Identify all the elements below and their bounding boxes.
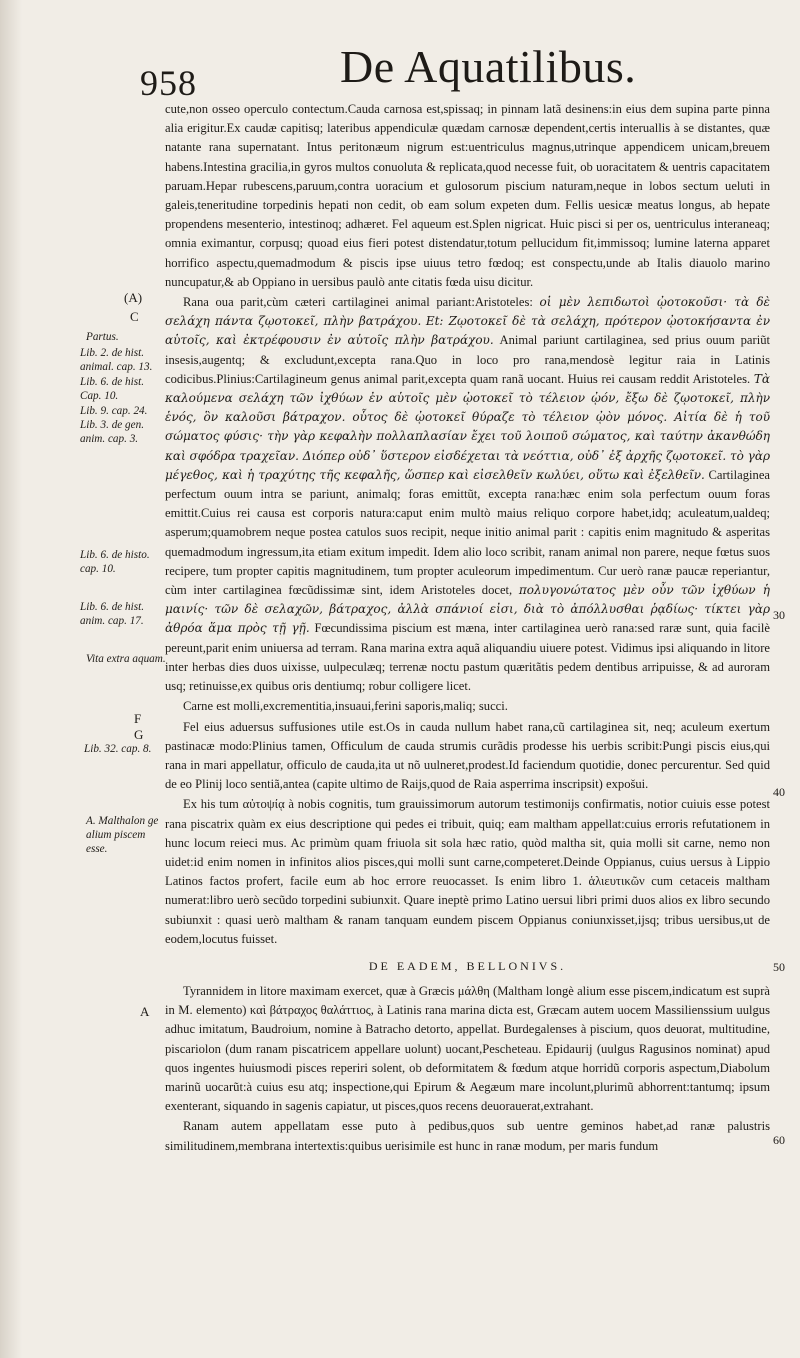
text-run: Animal pariunt cartilaginea, sed prius ouum pariũt insesis,augentq; & excludunt,excepta rana.Quo in loco pro rana,mendosè legitur raia in Latinis codicibus.Plinius:Cartilagineum genus animal parit,excepta quam ranã uocant. Huius rei causam reddit Aristoteles. (165, 333, 770, 386)
paragraph-ranam: Ranam autem appellatam esse puto à pedibus,quos sub uentre geminos habet,ad ranæ palustris similitudinem,membrana intertextis:quibus uerisimile est hunc in ranæ modum, per maris fundum (165, 1119, 770, 1153)
page-gutter-shadow (0, 0, 22, 1358)
margin-note-lib32: Lib. 32. cap. 8. (84, 743, 152, 755)
margin-note-lib6a: Lib. 6. de hist. Cap. 10. (80, 376, 145, 402)
margin-marker-f: F (134, 711, 142, 726)
line-number-50: 50 (773, 960, 785, 974)
greek-quote-1b: Et: Ζῳοτοκεῖ δὲ τὰ σελάχη, πρότερον ᾠοτοκήσαντα ἐν αὑτοῖς, καὶ ἐκτρέφουσιν ἐν αὑτοῖς πλὴν βατράχου. (165, 314, 770, 348)
text-run: Rana oua parit,cùm cæteri cartilaginei animal pariant:Aristoteles: (183, 295, 533, 310)
greek-quote-2: Τὰ καλούμενα σελάχη τῶν ἰχθύων ἐν αὑτοῖς μὲν ᾠοτοκεῖ τὸ τέλειον ᾠόν, ἔξω δὲ ζῳοτοκεῖ, πλὴν ἑνός, ὃν καλοῦσι βάτραχον. οὗτος δὲ ᾠοτοκεῖ θύραζε τὸ τέλειον ᾠὸν μόνος. Αἰτία δὲ ἡ τοῦ σώματος φύσις· τὴν γὰρ κεφαλὴν πολλαπλασίαν ἔχει τοῦ λοιποῦ σώματος, καὶ ταύτην ἀκανθώδη καὶ σφόδρα τραχεῖαν. Διόπερ οὐδ᾽ ὕστερον εἰσδέχεται τὰ νεόττια, οὐδ᾽ ἐξ ἀρχῆς ζῳοτοκεῖ. τὸ γὰρ μέγεθος, καὶ ἡ τραχύτης τῆς κεφαλῆς, ὥσπερ καὶ εἰσελθεῖν κωλύει, οὕτω καὶ ἐξελθεῖν. (165, 371, 770, 482)
greek-quote-1: οἱ μὲν λεπιδωτοὶ ᾠοτοκοῦσι· τὰ δὲ σελάχη πάντα ζῳοτοκεῖ, πλὴν βατράχου. (165, 295, 770, 329)
section-heading-bellonius: DE EADEM, BELLONIVS. (368, 958, 567, 973)
paragraph-tyrannidem: Tyrannidem in litore maximam exercet, quæ à Græcis μάλθη (Maltham longè alium esse piscem,indicatum est suprà in M. elemento) καὶ βάτραχος θαλάττιος, à Latinis rana marina dicta est, Græcam autem uocem Massilienssium uulgus adhuc imitatum, Baudroium, nomine à Batracho detorto, appellat. Burdegalenses à piscium, quos deuorat, multitudine, piscariolon (dum ranam piscatricem appellare uolunt) uocant,Pescheteau. Epidaurij (uulgus Ragusinos nominat) apud quos ingentes huiusmodi pisces reperiri solent, ob deformitatem & fœdum atque horridũ corporis aspectum,Diabolum marinũ uocarũt:à cuius esu atq; inspectione,qui Epirum & Aegæum mare incolunt,plurimũ abhorrent:tantumq; ipsum exenterant, siquando in sagenis capiatur, ut pisces,quos recens deuorauerat,extrahant. (165, 983, 770, 1114)
paragraph-description: cute,non osseo operculo contectum.Cauda carnosa est,spissaq; in pinnam latã desinens:in eius dem supina parte pinna alia erigitur.Ex caudæ capitisq; lateribus appendiculæ quædam carnosæ dependent,certis interuallis à se distantes, quæ natante rana supernatant. Intus peritonæum nigrum est:uentriculus magnus,utrinque appendicem unicam,breuem habens.Intestina gracilia,in gyros multos conuoluta & replicata,quod necesse fuit, ob uoracitatem & uentris capacitatem paruam.Hepar rubescens,paruum,contra uoracium et gulosorum piscium naturam,neque in lobos sectum ueluti in galeis,teneritudine torpedinis hepati non cedit, ob eam solum expeten dum. Fellis uesicæ meatus longus, ab hepate propendens mesenterio, intestinoq; adhæret. Fel aqueum est.Splen nigricat. Huic pisci si per os, uentriculus interaneaq; omnia eximantur, corpusq; quoad eius fieri potest distendatur,totum pellucidum fit,immissoq; lumine laterna apparet horrifico aspectu,quemadmodum & piscis ipse uiuus tetro fœdoq; est conspectu,unde ab Italis diauolo marino nuncupatur,& ab Oppiano in uersibus paulò ante citatis fœda uisu dicitur. (165, 102, 770, 289)
page-header (140, 40, 760, 103)
line-number-40: 40 (773, 785, 785, 799)
paragraph-gall: Fel eius aduersus suffusiones utile est.Os in cauda nullum habet rana,cũ cartilaginea sit, neq; aculeum exertum pastinacæ modo:Plinius tamen, Officulum de cauda strumis curãdis prodesse his uerbis scribit:Pungi piscis eius,qui rana in mari appellatur, officulo de cauda,ita ut nõ uulneret,prodest.Id faciendum quotidie, donec percurentur. Sed quid de eo Plinij loco sentiã,antea (capite ultimo de Raijs,quod de Raia asperrima inscripsit) expošui. (165, 719, 770, 792)
margin-note-lib6c: Lib. 6. de hist. anim. cap. 17. (80, 601, 145, 627)
paragraph-reproduction (165, 293, 770, 696)
margin-note-lib9: Lib. 9. cap. 24. (80, 405, 148, 417)
margin-marker-c: C (130, 309, 139, 324)
paragraph-flesh: Carne est molli,excrementitia,insuaui,ferini saporis,maliq; succi. (183, 699, 508, 714)
margin-note-vita: Vita extra aquam. (86, 653, 166, 665)
line-number-30: 30 (773, 608, 785, 622)
line-number-60: 60 (773, 1133, 785, 1147)
text-run: Cartilaginea perfectum ouum intra se pariunt, animalq; foras emittũt, excepta rana:hæc enim sola perfectum ouum foras emittit.Cuius rei causa est corporis natura:caput enim multò maius reliquo corpore habet,idq; aculeatum,ualdeq; asperum;quamobrem neque postea catulos suos recipit, neque initio animal parit : capitis enim magnitudo & asperitas quemadmodum ingressum,ita etiam exitum impedit. Idem alio loco scribit, ranam animal non parere, neque fœtus suos recipere, tum propter capitis magnitudinem, tum propter aculeorum impedimentum. Cur uerò ranæ paucæ reperiantur, cùm inter cartilaginea fœcũdissimæ sint, idem Aristoteles docet, (165, 467, 770, 598)
greek-quote-3: πολυγονώτατος μὲν οὖν τῶν ἰχθύων ἡ μαινίς· τῶν δὲ σελαχῶν, βάτραχος, ἀλλὰ σπάνιοί εἰσι, διὰ τὸ ἀπόλλυσθαι ῥᾳδίως· τίκτει γὰρ ἀθρόα ἅμα πρὸς τῇ γῇ. (165, 583, 770, 636)
page-number: 958 (140, 63, 197, 103)
margin-note-lib6b: Lib. 6. de histo. cap. 10. (80, 549, 150, 575)
margin-note-lib3: Lib. 3. de gen. anim. cap. 3. (80, 419, 145, 445)
margin-marker-a2: A (140, 1004, 150, 1019)
margin-note-partus: Partus. (86, 331, 119, 343)
running-title: De Aquatilibus. (340, 41, 637, 92)
margin-marker-g: G (134, 727, 144, 742)
paragraph-refutation: Ex his tum αὐτοψίᾳ à nobis cognitis, tum grauissimorum autorum testimonijs confirmatis, notior cuiuis esse potest rana piscatrix quàm ex eius descriptione qui pedes ei tribuit, quiq; eam maltham appellat:cuius erroris refutationem in hunc locum reieci mus. Ac primùm quam friuola sit sola hæc ratio, quòd maltha sit, quia molli sit carne, nemo non uidet:id enim nomen in infinitos alios pisces,qui molli sunt carne,competeret.Deinde Oppianus, cuius uersus à Lippio Latinos factos profert, facile eum ab hoc errore reuocasset. Is enim libro 1. ἁλιευτικῶν cum cetaceis maltham numerat:libro uerò secũdo torpedini subiunxit. Quare ineptè primo Latino uersui libri primi duos alios ex libro secundo subiunxit : quasi uerò maltham & ranam tanquam eundem piscem Oppianus coniunxisset,ijsq; tribus uersibus,ut de eodem,locutus fuisset. (165, 797, 770, 946)
margin-note-lib2: Lib. 2. de hist. animal. cap. 13. (80, 347, 153, 373)
text-run: Fœcundissima piscium est mæna, inter cartilaginea uerò rana:sed raræ sunt, quia facilè pereunt,parit enim uniuersa ad terram. Rana marina extra aquã aliquandiu uiuere potest. Vidimus ipsi aliquando in litore inter herbas dies duos uixisse, uulpeculæq; terrenæ noctu pastum quæritãtis pedem dentibus arripuisse, & ad auroram usq; retinuisse,ex quibus oris dentiumq; robur colligere licet. (165, 621, 770, 694)
margin-note-malthalon: A. Malthalon ge alium piscem esse. (86, 815, 159, 855)
margin-marker-a: (A) (124, 290, 143, 305)
main-text-column (165, 100, 770, 1157)
